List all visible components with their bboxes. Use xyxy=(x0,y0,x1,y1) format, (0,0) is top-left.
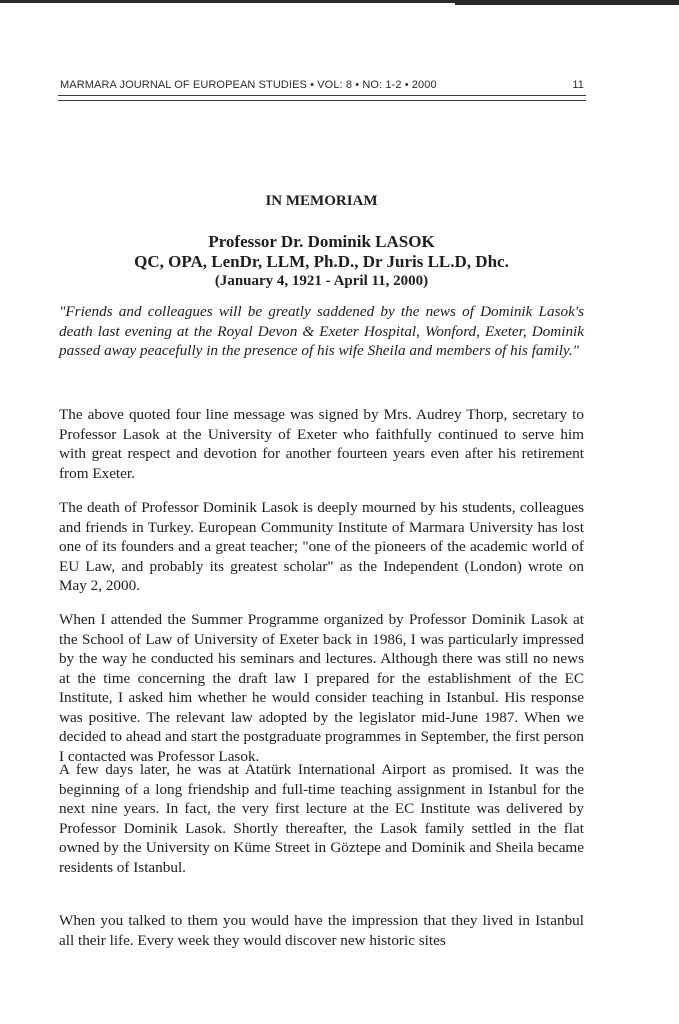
header-rule-top xyxy=(58,95,586,96)
deceased-name: Professor Dr. Dominik LASOK xyxy=(208,232,435,251)
section-title: IN MEMORIAM xyxy=(265,193,378,209)
scan-top-edge-shadow xyxy=(455,3,679,5)
journal-line: MARMARA JOURNAL OF EUROPEAN STUDIES • VOL: 8 • NO: 1-2 • 2000 xyxy=(60,79,437,91)
page-number: 11 xyxy=(572,79,584,91)
paragraph-thorp-message: The above quoted four line message was signed by Mrs. Audrey Thorp, secretary to Professor Lasok at the University of Exeter who faithfully continued to serve him with great respect and devotion for another fourteen years even after his retirement from Exeter. xyxy=(59,406,584,482)
paragraph-summer-programme: When I attended the Summer Programme organized by Professor Dominik Lasok at the School of Law of University of Exeter back in 1986, I was particularly impressed by the way he conducted his seminars and lectures. Although there was still no news at the time concerning the draft law I prepared for the establishment of the EC Institute, I asked him whether he would consider teaching in Istanbul. His response was positive. The relevant law adopted by the legislator mid-June 1987. When we decided to ahead and start the postgraduate programmes in September, the first person I contacted was Professor Lasok. xyxy=(59,611,584,765)
deceased-credentials: QC, OPA, LenDr, LLM, Ph.D., Dr Juris LL.D, Dhc. xyxy=(134,252,509,271)
running-header xyxy=(60,79,584,91)
paragraph-life-in-istanbul: When you talked to them you would have the impression that they lived in Istanbul all their life. Every week they would discover new historic sites xyxy=(59,912,584,949)
paragraph-mourning: The death of Professor Dominik Lasok is deeply mourned by his students, colleagues and friends in Turkey. European Community Institute of Marmara University has lost one of its founders and a great teacher; "one of the pioneers of the academic world of EU Law, and probably its greatest scholar" as the Independent (London) wrote on May 2, 2000. xyxy=(59,499,584,594)
opening-quote: "Friends and colleagues will be greatly saddened by the news of Dominik Lasok's death last evening at the Royal Devon & Exeter Hospital, Wonford, Exeter, Dominik passed away peacefully in the presence of his wife Sheila and members of his family." xyxy=(59,303,584,359)
header-rule-bottom xyxy=(58,100,586,101)
life-dates: (January 4, 1921 - April 11, 2000) xyxy=(214,273,429,289)
paragraph-istanbul-arrival: A few days later, he was at Atatürk International Airport as promised. It was the beginning of a long friendship and full-time teaching assignment in Istanbul for the next nine years. In fact, the very first lecture at the EC Institute was delivered by Professor Dominik Lasok. Shortly thereafter, the Lasok family settled in the flat owned by the University on Küme Street in Göztepe and Dominik and Sheila became residents of Istanbul. xyxy=(59,761,584,876)
